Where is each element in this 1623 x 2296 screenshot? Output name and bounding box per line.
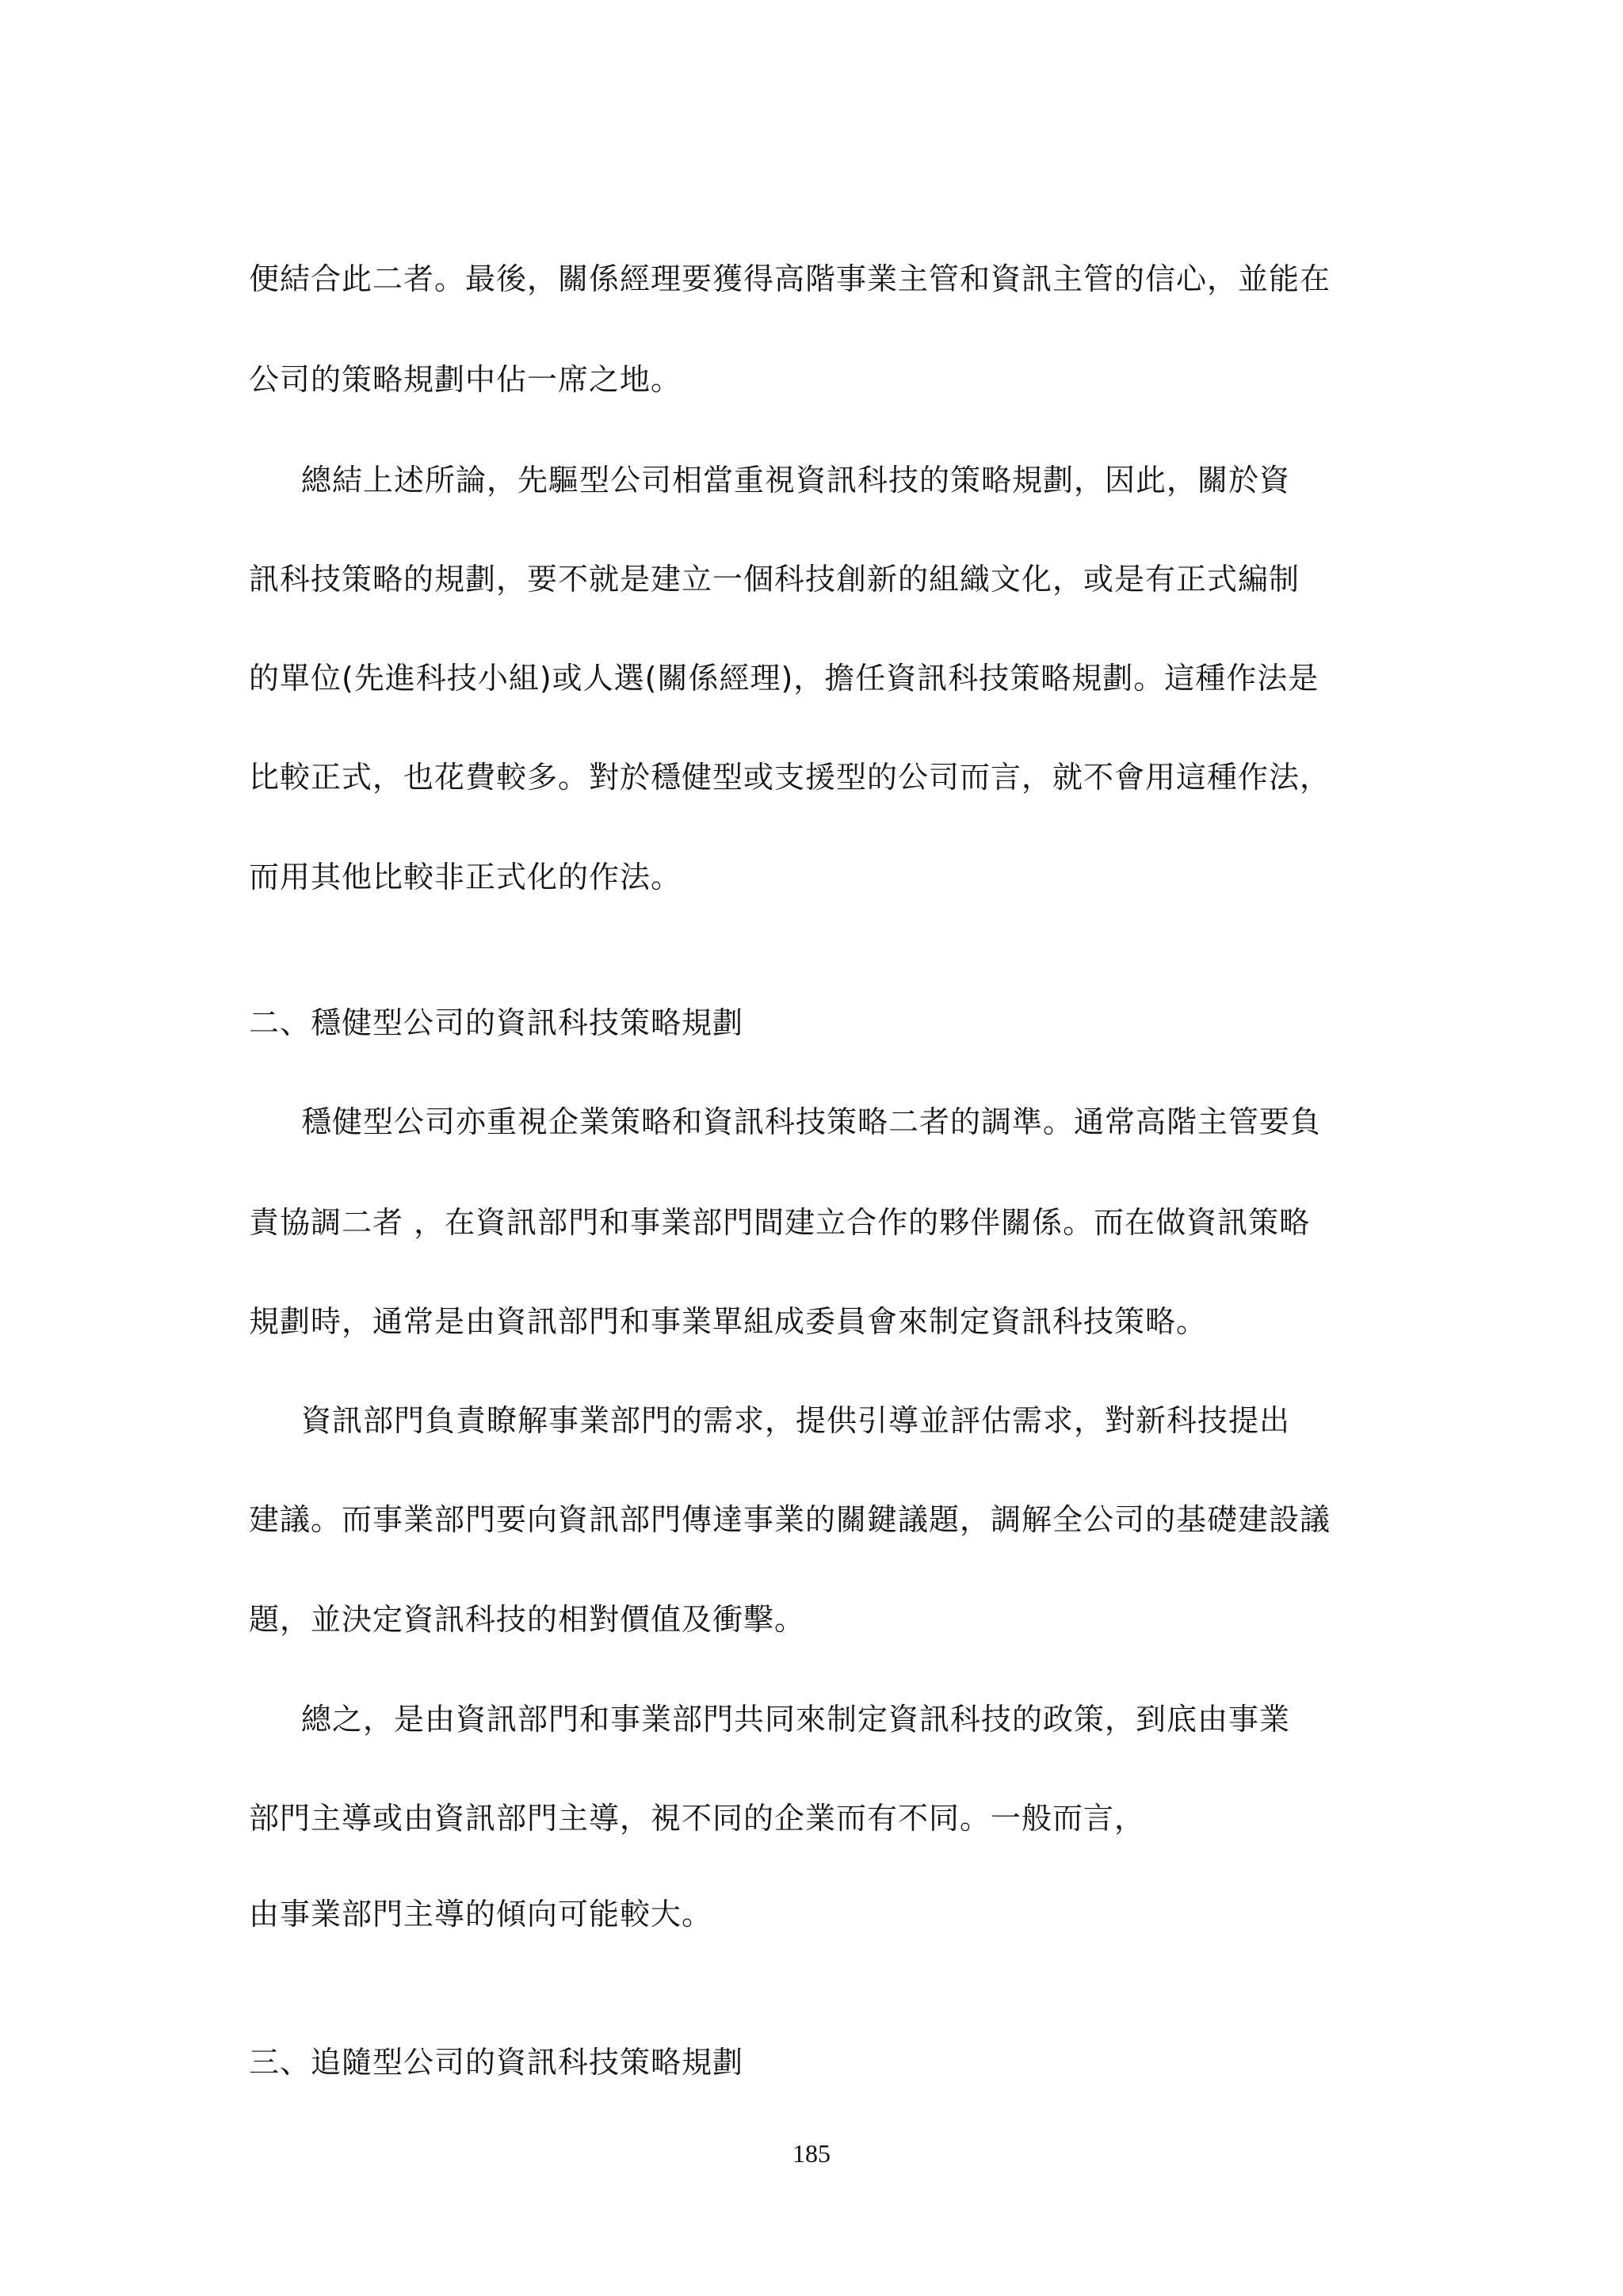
text-line-7: 而用其他比較非正式化的作法。 — [249, 860, 682, 894]
section-heading-2: 二、穩健型公司的資訊科技策略規劃 — [249, 1005, 744, 1040]
text-line-4: 訊科技策略的規劃，要不就是建立一個科技創新的組織文化，或是有正式編制 — [249, 562, 1300, 597]
page-number: 185 — [792, 2139, 831, 2168]
text-line-5: 的單位(先進科技小組)或人選(關係經理)，擔任資訊科技策略規劃。這種作法是 — [249, 661, 1319, 696]
paragraph-start-line: 總之，是由資訊部門和事業部門共同來制定資訊科技的政策，到底由事業 — [301, 1702, 1291, 1737]
text-line-6: 比較正式，也花費較多。對於穩健型或支援型的公司而言，就不會用這種作法， — [249, 760, 1331, 795]
text-line-1: 便結合此二者。最後，關係經理要獲得高階事業主管和資訊主管的信心，並能在 — [249, 261, 1331, 296]
section-heading-3: 三、追隨型公司的資訊科技策略規劃 — [249, 2045, 744, 2080]
text-line-2: 公司的策略規劃中佔一席之地。 — [249, 362, 682, 397]
text-line-10: 責協調二者 ，在資訊部門和事業部門間建立合作的夥伴關係。而在做資訊策略 — [249, 1205, 1311, 1240]
paragraph-start-line: 資訊部門負責瞭解事業部門的需求，提供引導並評估需求，對新科技提出 — [301, 1403, 1291, 1438]
paragraph-start-line: 總結上述所論，先驅型公司相當重視資訊科技的策略規劃，因此，關於資 — [301, 463, 1291, 498]
paragraph-start-line: 穩健型公司亦重視企業策略和資訊科技策略二者的調準。通常高階主管要負 — [301, 1104, 1322, 1139]
text-line-13: 建議。而事業部門要向資訊部門傳達事業的關鍵議題，調解全公司的基礎建設議 — [249, 1502, 1331, 1537]
text-line-17: 由事業部門主導的傾向可能較大。 — [249, 1897, 713, 1932]
text-line-16: 部門主導或由資訊部門主導，視不同的企業而有不同。一般而言， — [249, 1801, 1146, 1836]
text-line-14: 題，並決定資訊科技的相對價值及衝擊。 — [249, 1602, 806, 1637]
text-line-11: 規劃時，通常是由資訊部門和事業單組成委員會來制定資訊科技策略。 — [249, 1304, 1208, 1339]
